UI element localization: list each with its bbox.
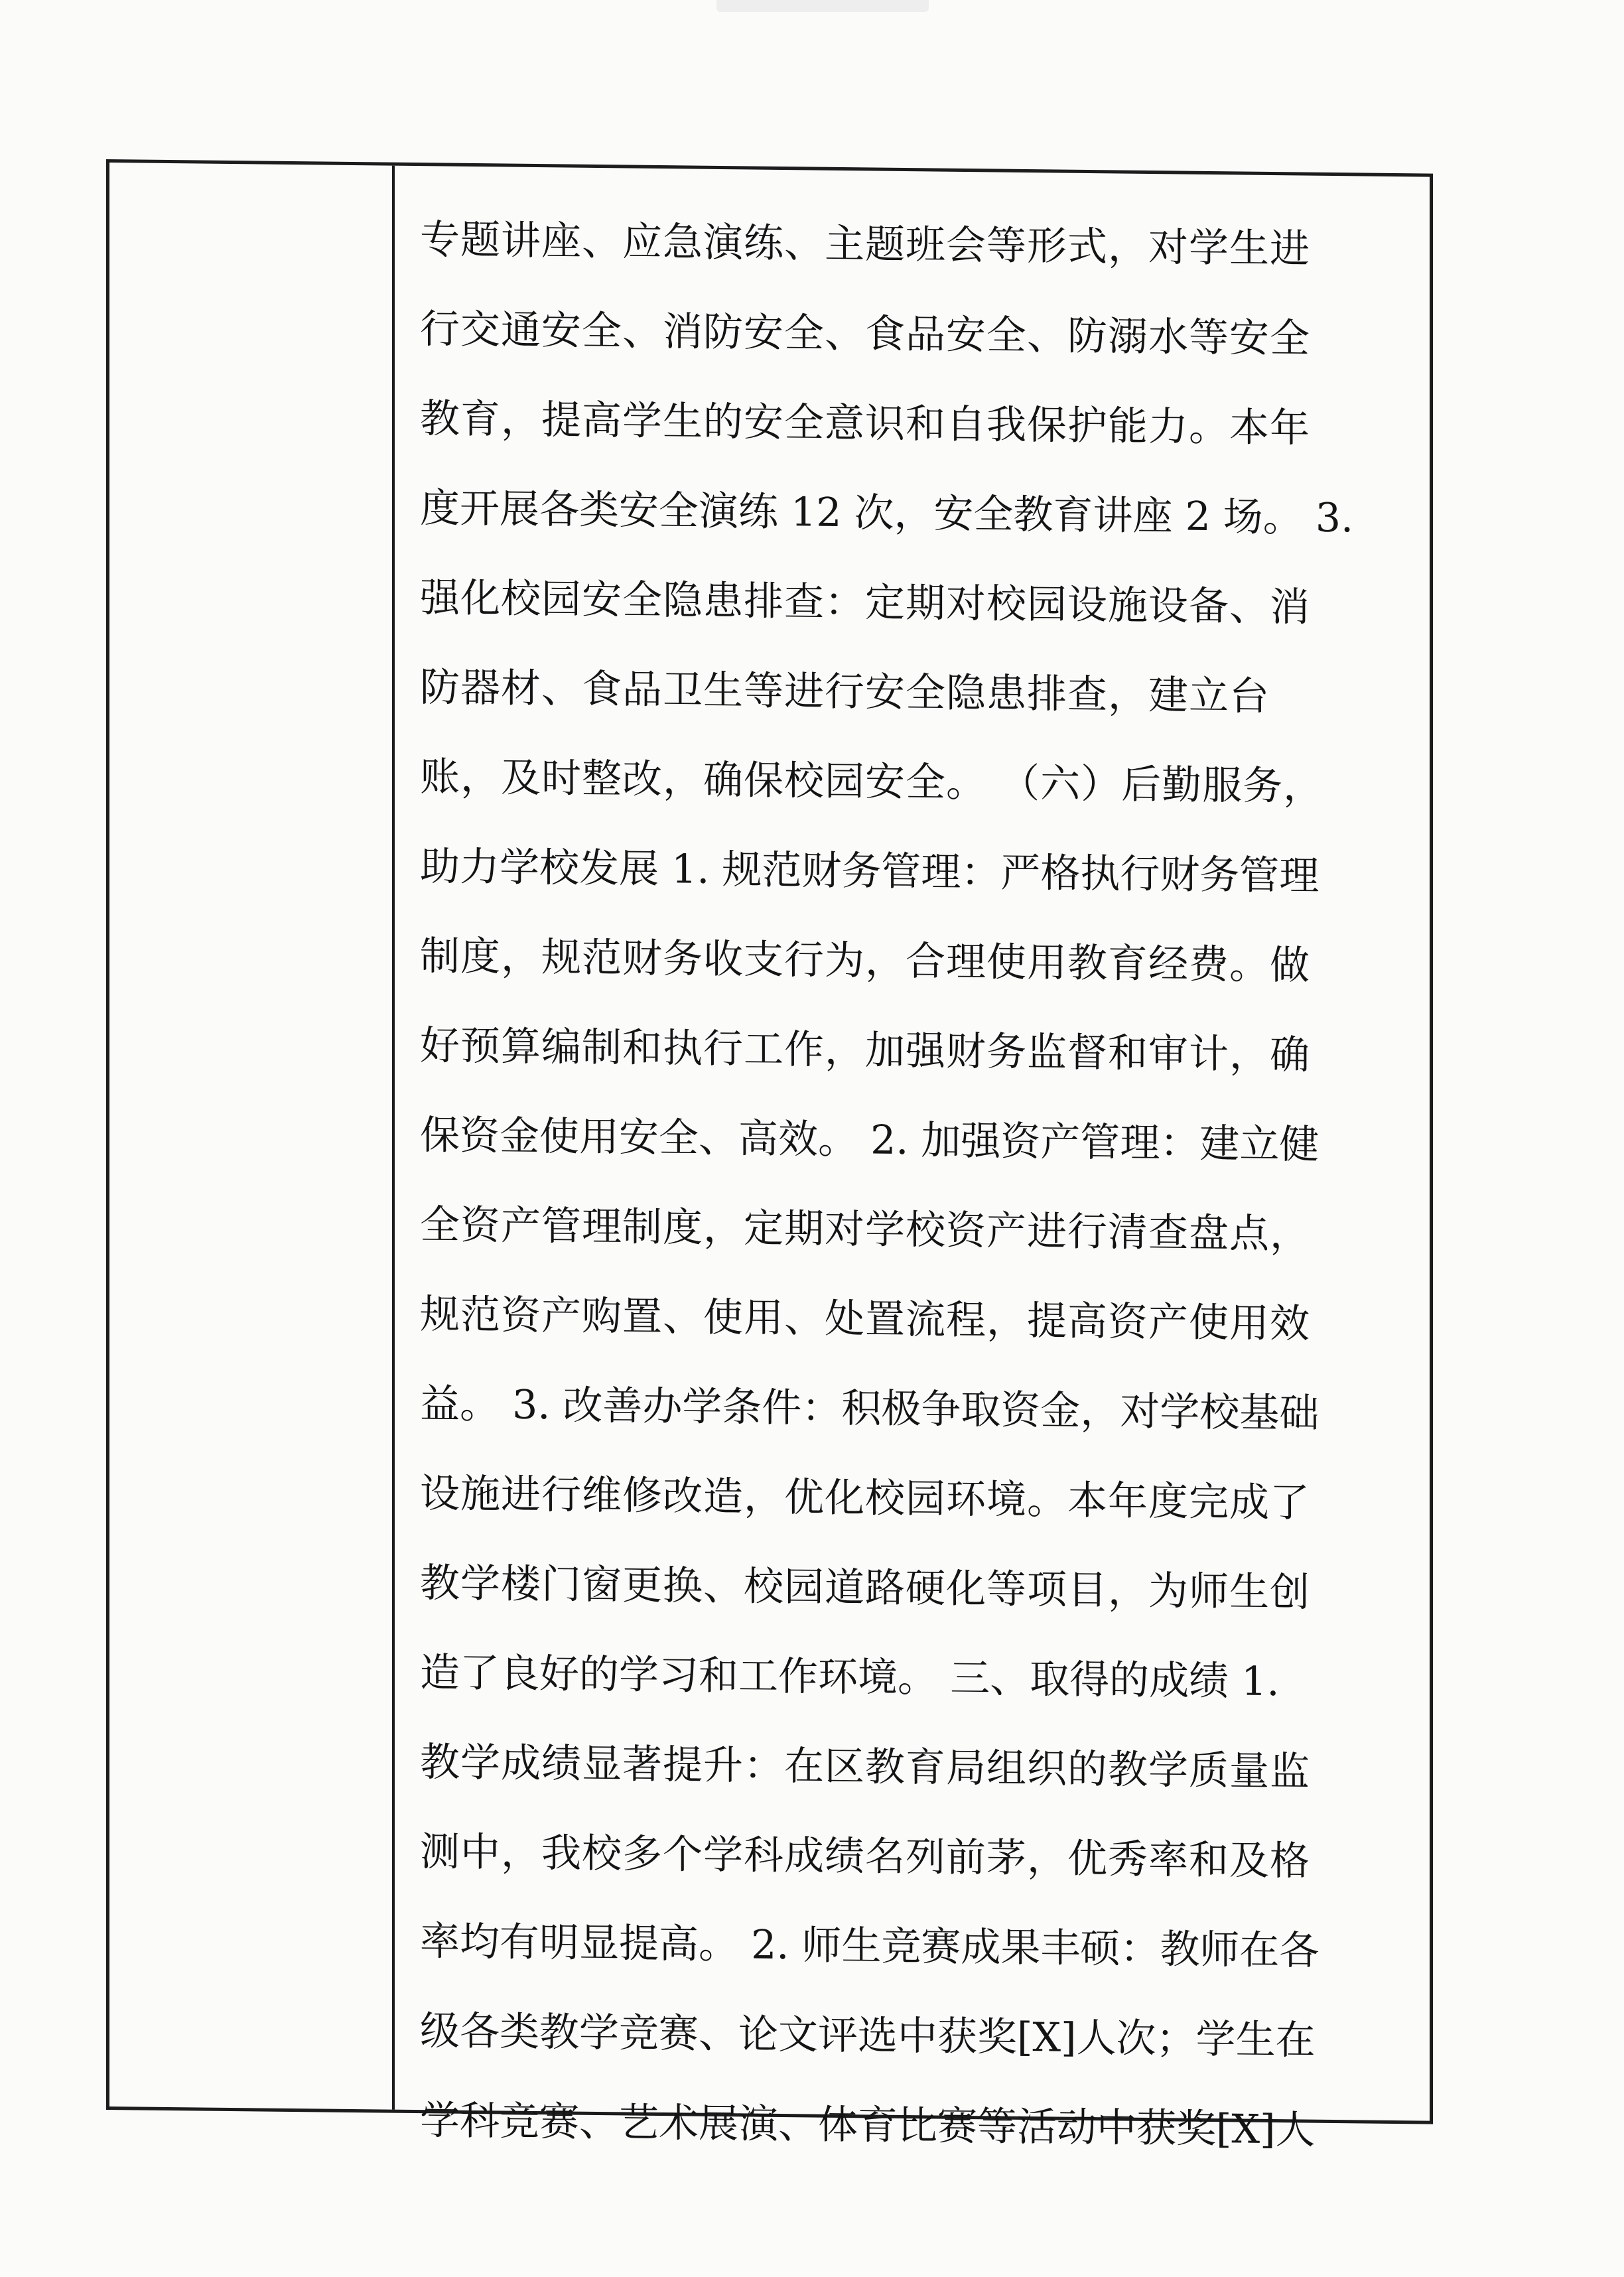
text-line-2: 行交通安全、消防安全、食品安全、防溺水等安全 [420,306,1310,362]
text-line-10: 好预算编制和执行工作，加强财务监督和审计，确 [420,1022,1310,1079]
report-table [106,159,1433,2154]
text-line-15: 设施进行维修改造，优化校园环境。本年度完成了 [420,1470,1310,1527]
text-line-19: 测中，我校多个学科成绩名列前茅，优秀率和及格 [420,1828,1310,1885]
text-line-22: 学科竞赛、艺术展演、体育比赛等活动中获奖[X]人 [420,2097,1316,2154]
text-line-9: 制度，规范财务收支行为，合理使用教育经费。做 [420,933,1310,989]
text-line-11: 保资金使用安全、高效。 2. 加强资产管理：建立健 [420,1112,1320,1168]
text-line-1: 专题讲座、应急演练、主题班会等形式，对学生进 [420,216,1310,273]
text-line-16: 教学楼门窗更换、校园道路硬化等项目，为师生创 [420,1560,1310,1616]
text-line-14: 益。 3. 改善办学条件：积极争取资金，对学校基础 [420,1381,1320,1437]
text-line-7: 账，及时整改，确保校园安全。 （六）后勤服务， [420,754,1324,810]
text-line-8: 助力学校发展 1. 规范财务管理：严格执行财务管理 [420,843,1320,900]
table-label-column [109,163,395,2110]
text-line-21: 级各类教学竞赛、论文评选中获奖[X]人次；学生在 [420,2008,1316,2064]
text-line-17: 造了良好的学习和工作环境。 三、取得的成绩 1. [420,1649,1280,1706]
text-line-3: 教育，提高学生的安全意识和自我保护能力。本年 [420,395,1310,452]
text-line-6: 防器材、食品卫生等进行安全隐患排查，建立台 [420,664,1270,720]
text-line-20: 率均有明显提高。 2. 师生竞赛成果丰硕：教师在各 [420,1918,1320,1974]
text-line-13: 规范资产购置、使用、处置流程，提高资产使用效 [420,1291,1310,1347]
text-line-12: 全资产管理制度，定期对学校资产进行清查盘点， [420,1202,1310,1258]
text-line-5: 强化校园安全隐患排查：定期对校园设施设备、消 [420,575,1310,631]
text-line-4: 度开展各类安全演练 12 次，安全教育讲座 2 场。 3. [420,485,1354,542]
text-line-18: 教学成绩显著提升：在区教育局组织的教学质量监 [420,1739,1310,1795]
table-content-cell [397,166,1430,2154]
bleed-through-mark [716,0,929,12]
